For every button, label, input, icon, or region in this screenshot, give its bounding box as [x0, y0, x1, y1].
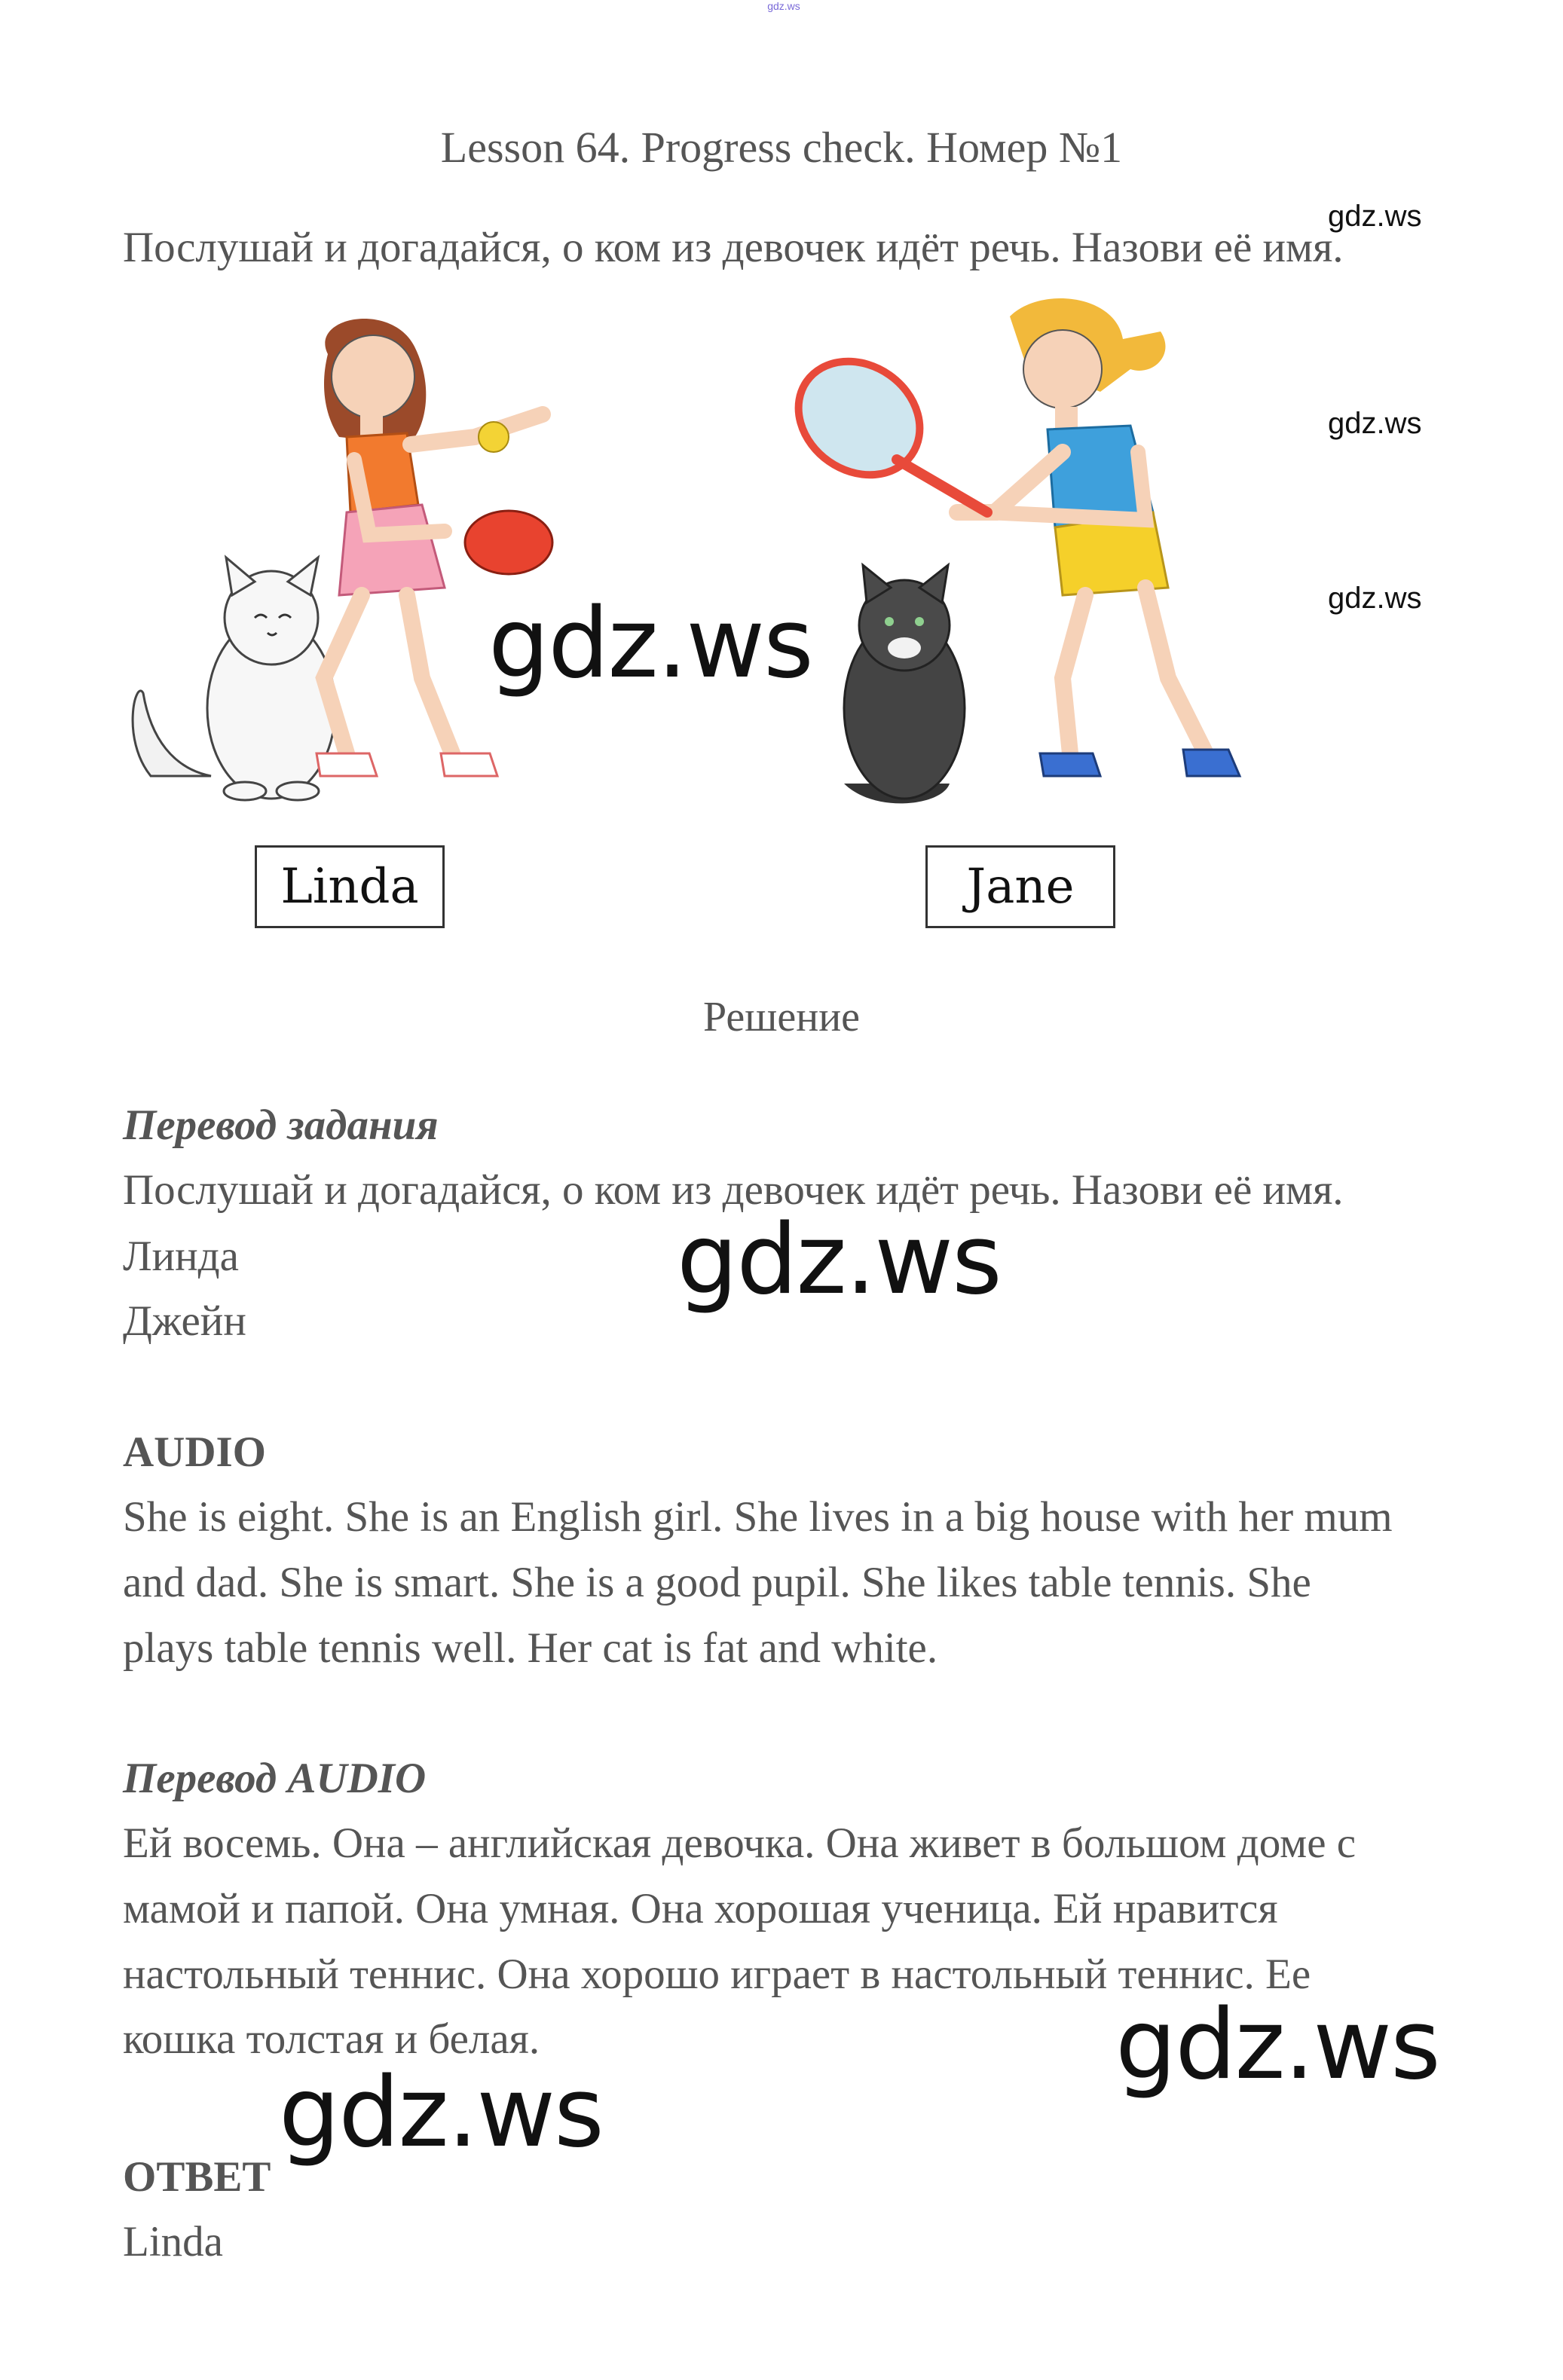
- page-title: Lesson 64. Progress check. Номер №1: [440, 123, 1123, 172]
- watermark-small-1: gdz.ws: [1328, 200, 1422, 233]
- translation-text: Послушай и догадайся, о ком из девочек идёт речь. Назови её имя.: [123, 1166, 1344, 1214]
- audio-line-3: plays table tennis well. Her cat is fat and white.: [123, 1624, 938, 1672]
- answer-heading: ОТВЕТ: [123, 2153, 271, 2201]
- audio-line-2: and dad. She is smart. She is a good pupil. She likes table tennis. She: [123, 1559, 1311, 1606]
- answer-text: Linda: [123, 2218, 223, 2265]
- audio-translation-heading: Перевод AUDIO: [123, 1755, 427, 1802]
- audio-translation-line-2: мамой и папой. Она умная. Она хорошая ученица. Ей нравится: [123, 1885, 1278, 1932]
- task-text: Послушай и догадайся, о ком из девочек идёт речь. Назови её имя.: [123, 224, 1344, 271]
- audio-translation-line-1: Ей восемь. Она – английская девочка. Она живет в большом доме с: [123, 1819, 1357, 1867]
- watermark-large-2: gdz.ws: [677, 1204, 1001, 1316]
- watermark-large-4: gdz.ws: [279, 2057, 603, 2169]
- label-linda: Linda: [255, 845, 445, 928]
- label-jane: Jane: [925, 845, 1115, 928]
- watermark-large-1: gdz.ws: [488, 588, 812, 700]
- audio-translation-line-3: настольный теннис. Она хорошо играет в настольный теннис. Ее: [123, 1951, 1311, 1998]
- white-cat-illustration: [133, 558, 335, 800]
- watermark-small-2: gdz.ws: [1328, 407, 1422, 440]
- solution-heading: Решение: [702, 994, 861, 1040]
- watermark-large-3: gdz.ws: [1115, 1989, 1439, 2101]
- site-mark: gdz.ws: [767, 0, 800, 12]
- translation-name-2: Джейн: [123, 1297, 246, 1345]
- audio-translation-line-4: кошка толстая и белая.: [123, 2015, 540, 2063]
- linda-illustration: [317, 319, 552, 776]
- translation-heading: Перевод задания: [123, 1101, 439, 1149]
- black-cat-illustration: [844, 565, 965, 803]
- watermark-small-3: gdz.ws: [1328, 582, 1422, 615]
- audio-heading: AUDIO: [123, 1428, 267, 1476]
- translation-name-1: Линда: [123, 1233, 239, 1280]
- audio-line-1: She is eight. She is an English girl. She lives in a big house with her mum: [123, 1493, 1393, 1541]
- illustration: [121, 286, 1296, 829]
